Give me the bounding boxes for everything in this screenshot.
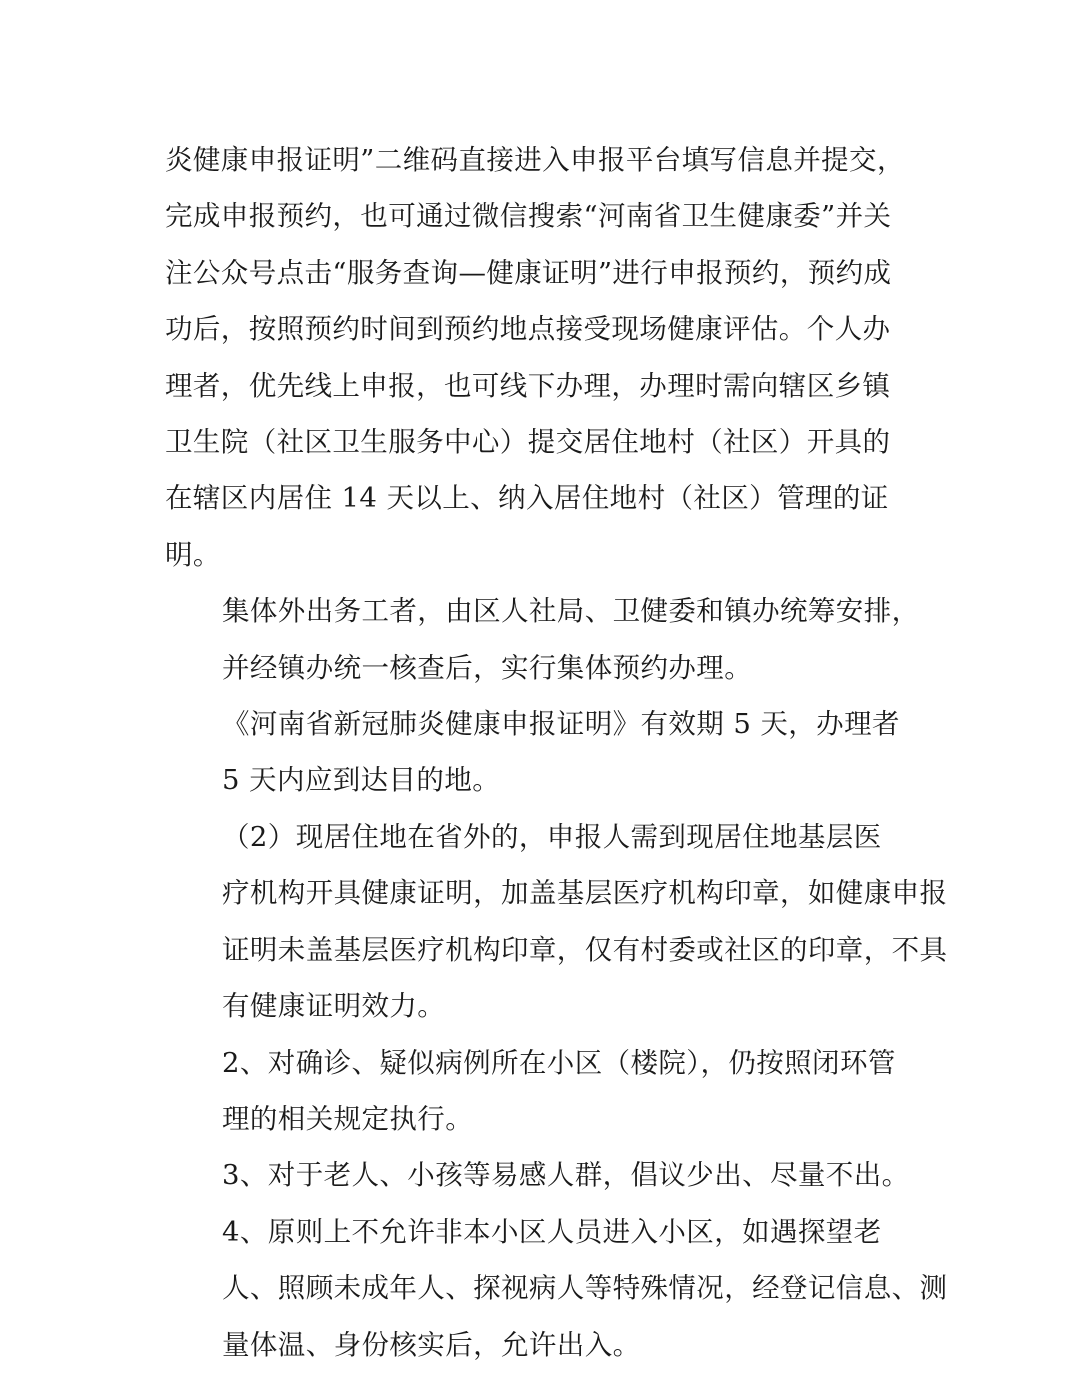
text-line: 炎健康申报证明”二维码直接进入申报平台填写信息并提交， — [165, 144, 905, 176]
text-line: 证明未盖基层医疗机构印章，仅有村委或社区的印章，不具 — [222, 933, 948, 966]
text-line: 在辖区内居住 14 天以上、纳入居住地村（社区）管理的证 — [165, 482, 889, 515]
text-line: 5 天内应到达目的地。 — [222, 764, 501, 797]
paragraph-item-4 — [165, 1204, 948, 1373]
paragraph-item-3 — [165, 1147, 925, 1203]
text-line: 理者，优先线上申报，也可线下办理，办理时需向辖区乡镇 — [165, 369, 891, 402]
text-line: 4、原则上不允许非本小区人员进入小区，如遇探望老 — [222, 1215, 882, 1248]
text-line: 并经镇办统一核查后，实行集体预约办理。 — [222, 651, 753, 684]
text-line: 有健康证明效力。 — [222, 990, 446, 1023]
paragraph-item-2 — [165, 1035, 925, 1148]
text-line: 卫生院（社区卫生服务中心）提交居住地村（社区）开具的 — [165, 426, 891, 459]
text-line: 集体外出务工者，由区人社局、卫健委和镇办统筹安排， — [222, 595, 920, 628]
document-body — [165, 132, 948, 1373]
text-line: 完成申报预约，也可通过微信搜索“河南省卫生健康委”并关 — [165, 200, 892, 233]
text-line: 人、照顾未成年人、探视病人等特殊情况，经登记信息、测 — [222, 1272, 948, 1305]
text-line: 理的相关规定执行。 — [222, 1102, 474, 1135]
text-line: 《河南省新冠肺炎健康申报证明》有效期 5 天，办理者 — [222, 708, 900, 741]
text-line: 量体温、身份核实后，允许出入。 — [222, 1328, 641, 1361]
text-line: 功后，按照预约时间到预约地点接受现场健康评估。个人办 — [165, 313, 891, 346]
paragraph-group-workers — [165, 583, 925, 696]
text-line: 2、对确诊、疑似病例所在小区（楼院），仍按照闭环管 — [222, 1046, 896, 1079]
paragraph-validity-period — [165, 696, 925, 809]
text-line: 疗机构开具健康证明，加盖基层医疗机构印章，如健康申报 — [222, 877, 948, 910]
text-line: 3、对于老人、小孩等易感人群，倡议少出、尽量不出。 — [222, 1159, 910, 1192]
text-line: （2）现居住地在省外的，申报人需到现居住地基层医 — [222, 820, 882, 853]
paragraph-out-of-province — [165, 809, 948, 1035]
text-line: 注公众号点击“服务查询—健康证明”进行申报预约，预约成 — [165, 256, 892, 289]
text-line: 明。 — [165, 538, 221, 571]
paragraph-health-certificate-application — [165, 132, 925, 583]
